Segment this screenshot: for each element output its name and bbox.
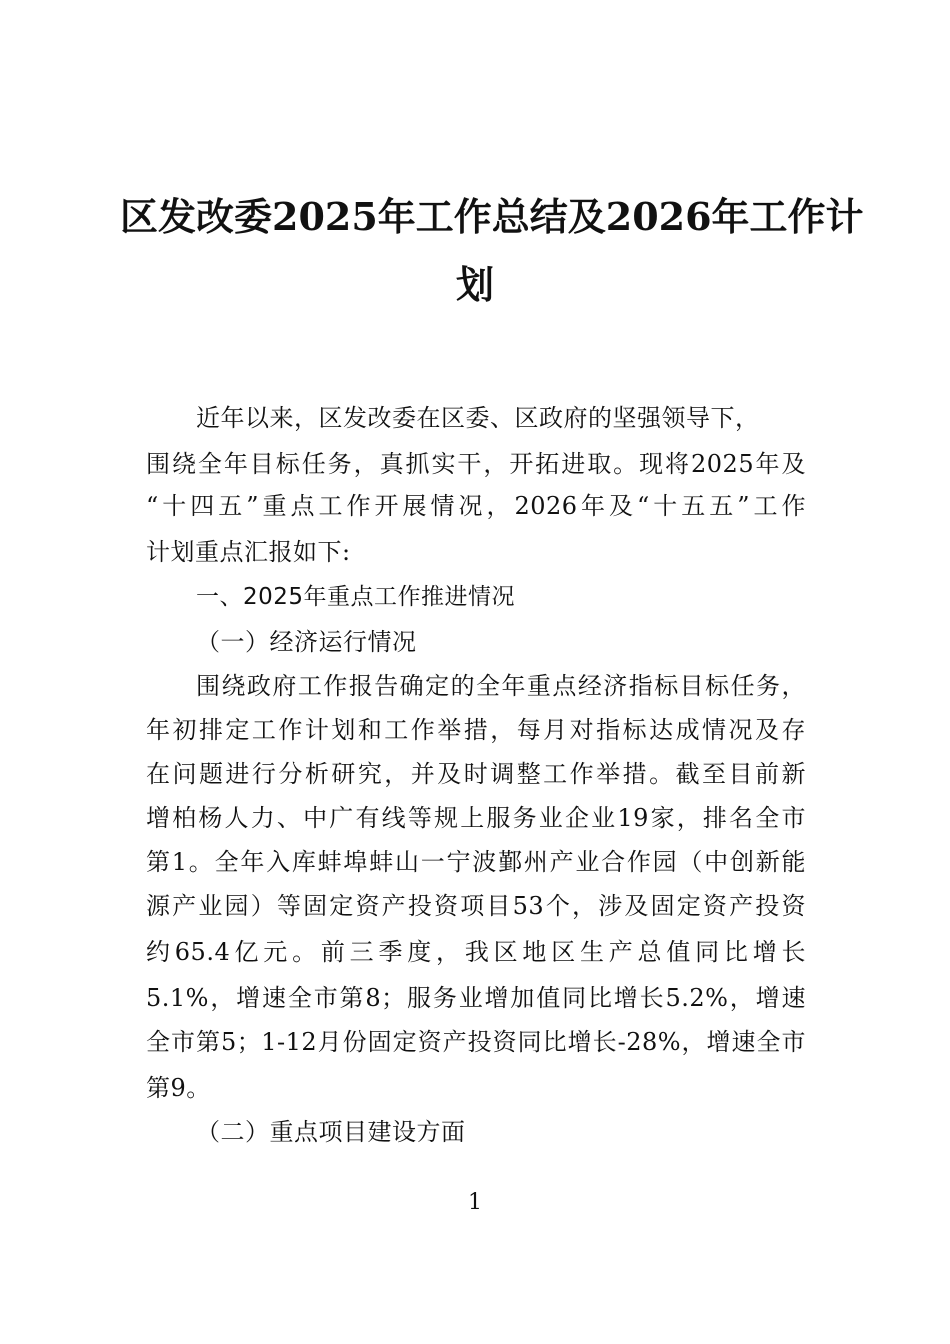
body-line-2: 年初排定工作计划和工作举措，每月对指标达成情况及存 (146, 716, 806, 744)
body-line-3: 在问题进行分析研究，并及时调整工作举措。截至目前新 (146, 760, 806, 788)
body-line-6: 源产业园）等固定资产投资项目53个，涉及固定资产投资 (146, 892, 806, 920)
body-line-8: 5.1%，增速全市第8；服务业增加值同比增长5.2%，增速 (146, 984, 806, 1012)
body-line-7: 约65.4亿元。前三季度，我区地区生产总值同比增长 (146, 938, 806, 966)
intro-line-3: “十四五”重点工作开展情况，2026年及“十五五”工作 (146, 492, 806, 520)
body-line-10: 第9。 (146, 1074, 211, 1102)
document-title-line-1: 区发改委2025年工作总结及2026年工作计 (120, 194, 864, 239)
subsection-2-heading: （二）重点项目建设方面 (196, 1118, 466, 1146)
body-line-1: 围绕政府工作报告确定的全年重点经济指标目标任务， (196, 672, 806, 700)
page-number: 1 (468, 1190, 482, 1215)
subsection-1-heading: （一）经济运行情况 (196, 628, 417, 656)
document-title-line-2: 划 (455, 262, 494, 307)
intro-line-4: 计划重点汇报如下: (146, 538, 351, 566)
body-line-5: 第1。全年入库蚌埠蚌山一宁波鄞州产业合作园（中创新能 (146, 848, 806, 876)
intro-line-1: 近年以来，区发改委在区委、区政府的坚强领导下， (196, 404, 760, 432)
intro-line-2: 围绕全年目标任务，真抓实干，开拓进取。现将2025年及 (146, 450, 806, 478)
body-line-4: 增柏杨人力、中广有线等规上服务业企业19家，排名全市 (146, 804, 806, 832)
section-1-heading: 一、2025年重点工作推进情况 (196, 584, 516, 610)
body-line-9: 全市第5；1-12月份固定资产投资同比增长-28%，增速全市 (146, 1028, 806, 1056)
